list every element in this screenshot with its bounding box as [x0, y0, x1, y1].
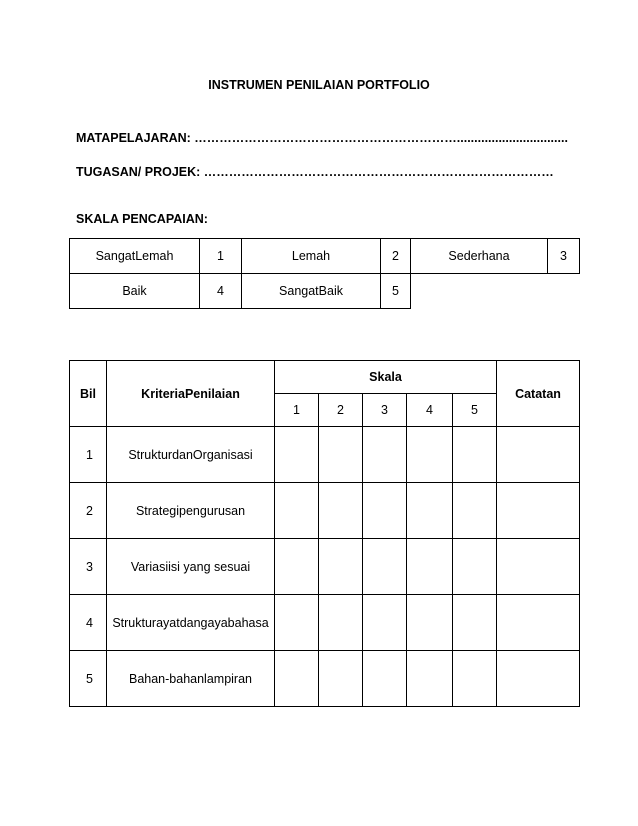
scale-value: 1 [200, 239, 242, 274]
catatan-cell[interactable] [497, 483, 580, 539]
bil-cell: 3 [70, 539, 107, 595]
score-cell-5[interactable] [453, 483, 497, 539]
bil-cell: 2 [70, 483, 107, 539]
score-cell-4[interactable] [407, 651, 453, 707]
scale-number: 4 [407, 394, 453, 427]
table-row [70, 595, 580, 651]
score-cell-1[interactable] [275, 651, 319, 707]
kriteria-cell: Bahan-bahanlampiran [107, 651, 275, 707]
scale-number: 1 [275, 394, 319, 427]
scale-label: Sederhana [411, 239, 548, 274]
kriteria-cell: StrukturdanOrganisasi [107, 427, 275, 483]
scale-value: 3 [548, 239, 580, 274]
score-cell-3[interactable] [363, 595, 407, 651]
score-cell-2[interactable] [319, 539, 363, 595]
criteria-table [69, 360, 580, 707]
score-cell-3[interactable] [363, 427, 407, 483]
catatan-cell[interactable] [497, 427, 580, 483]
score-cell-4[interactable] [407, 539, 453, 595]
score-cell-2[interactable] [319, 427, 363, 483]
score-cell-5[interactable] [453, 427, 497, 483]
catatan-cell[interactable] [497, 595, 580, 651]
score-cell-3[interactable] [363, 651, 407, 707]
task-field: TUGASAN/ PROJEK: ………………………………………………………………………… [76, 165, 554, 179]
scale-label: SangatBaik [242, 274, 381, 309]
table-row [70, 427, 580, 483]
header-catatan: Catatan [497, 361, 580, 427]
score-cell-1[interactable] [275, 427, 319, 483]
catatan-cell[interactable] [497, 539, 580, 595]
table-row [70, 539, 580, 595]
scale-number: 5 [453, 394, 497, 427]
header-kriteria: KriteriaPenilaian [107, 361, 275, 427]
scale-table [69, 238, 580, 309]
scale-row [70, 274, 580, 309]
score-cell-1[interactable] [275, 539, 319, 595]
score-cell-2[interactable] [319, 595, 363, 651]
score-cell-3[interactable] [363, 539, 407, 595]
bil-cell: 1 [70, 427, 107, 483]
scale-label: SangatLemah [70, 239, 200, 274]
score-cell-1[interactable] [275, 483, 319, 539]
score-cell-5[interactable] [453, 595, 497, 651]
score-cell-5[interactable] [453, 651, 497, 707]
kriteria-cell: Variasiisi yang sesuai [107, 539, 275, 595]
score-cell-5[interactable] [453, 539, 497, 595]
table-row [70, 651, 580, 707]
scale-heading: SKALA PENCAPAIAN: [76, 212, 208, 226]
score-cell-3[interactable] [363, 483, 407, 539]
bil-cell: 5 [70, 651, 107, 707]
score-cell-1[interactable] [275, 595, 319, 651]
header-skala: Skala [275, 361, 497, 394]
kriteria-cell: Strukturayatdangayabahasa [107, 595, 275, 651]
catatan-cell[interactable] [497, 651, 580, 707]
scale-value: 4 [200, 274, 242, 309]
header-row [70, 361, 580, 394]
score-cell-4[interactable] [407, 483, 453, 539]
kriteria-cell: Strategipengurusan [107, 483, 275, 539]
scale-value: 5 [381, 274, 411, 309]
scale-value: 2 [381, 239, 411, 274]
bil-cell: 4 [70, 595, 107, 651]
table-row [70, 483, 580, 539]
scale-label: Baik [70, 274, 200, 309]
header-bil: Bil [70, 361, 107, 427]
score-cell-2[interactable] [319, 651, 363, 707]
score-cell-2[interactable] [319, 483, 363, 539]
document-title: INSTRUMEN PENILAIAN PORTFOLIO [208, 78, 430, 92]
scale-label: Lemah [242, 239, 381, 274]
scale-number: 2 [319, 394, 363, 427]
score-cell-4[interactable] [407, 427, 453, 483]
scale-row [70, 239, 580, 274]
subject-field: MATAPELAJARAN: ………………………………………………………................................ [76, 131, 568, 145]
empty-cell [411, 274, 580, 309]
scale-number: 3 [363, 394, 407, 427]
score-cell-4[interactable] [407, 595, 453, 651]
